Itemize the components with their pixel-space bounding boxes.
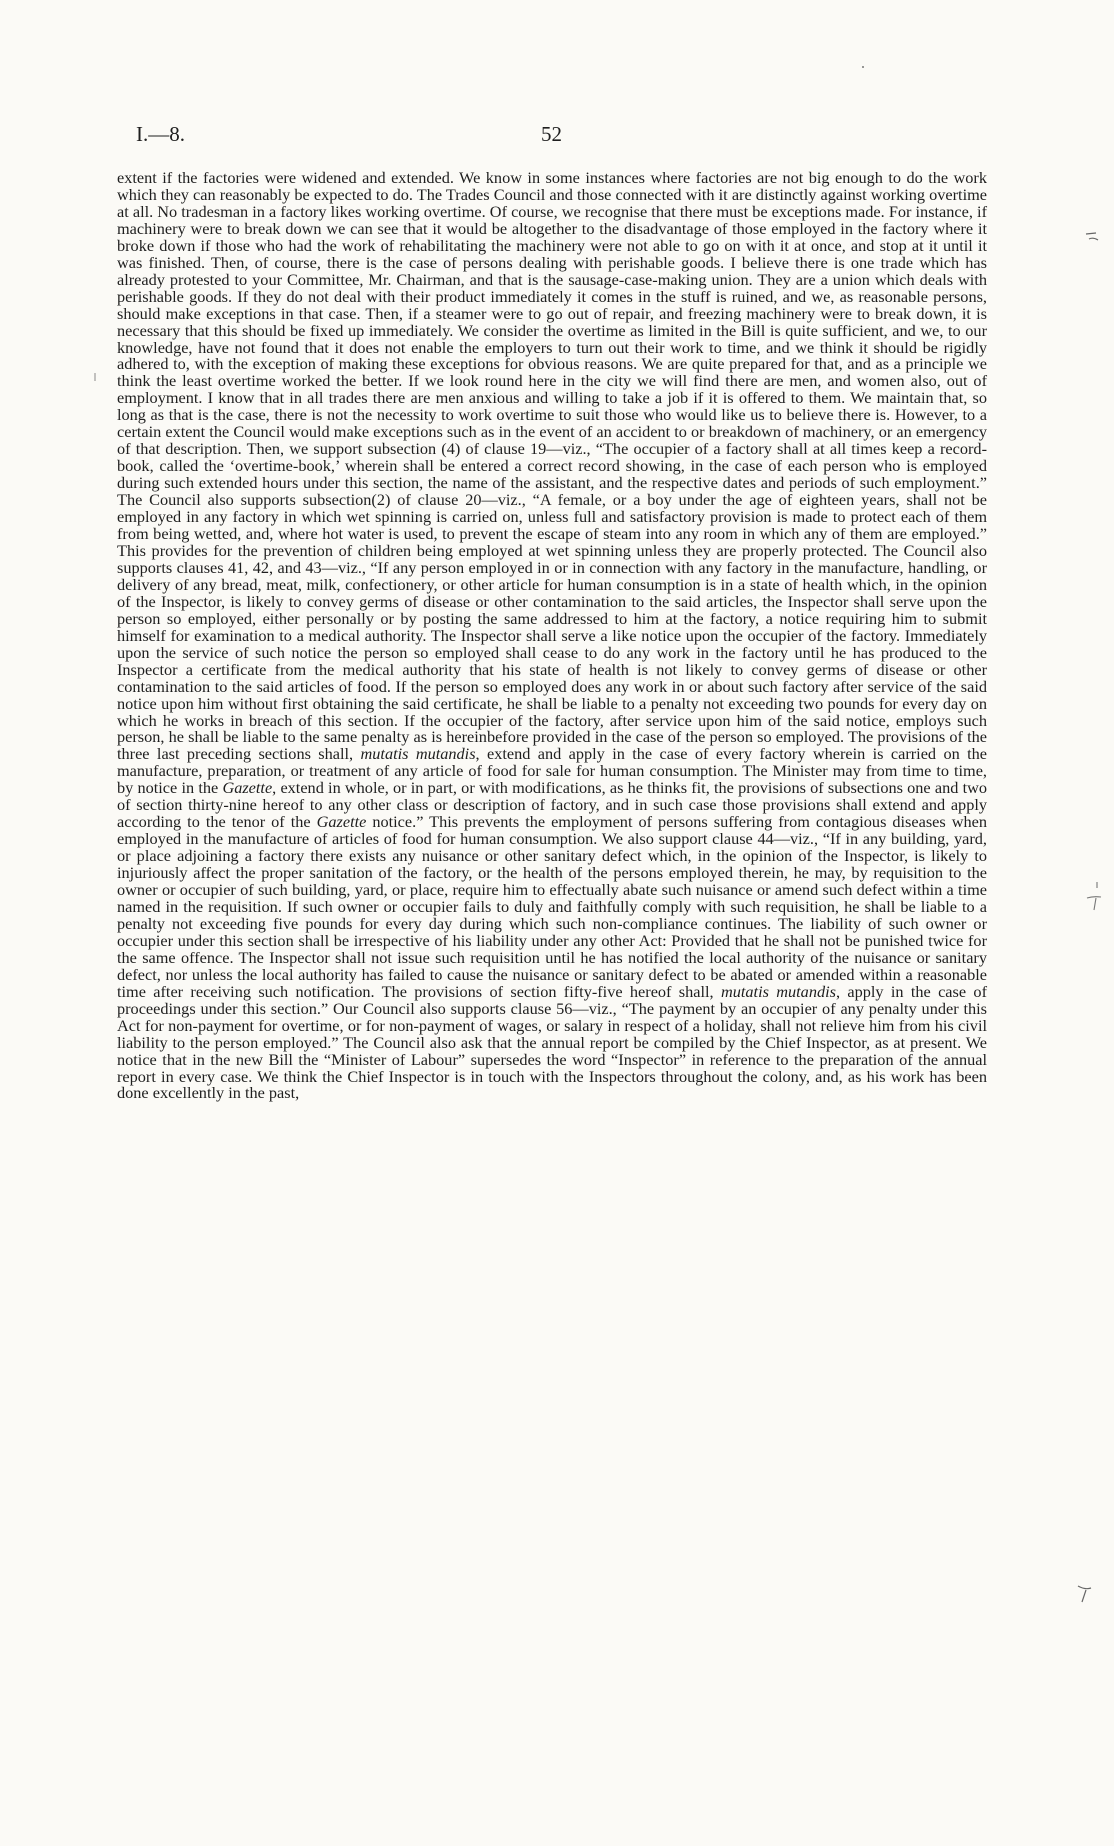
body-text xyxy=(117,170,987,1102)
page-header xyxy=(136,122,562,152)
paragraph xyxy=(117,170,987,1102)
text-segment: , extend in whole, or in part, or with modifications, as he thinks fit, the provisions of subsections one and two of section thirty-nine hereof to any other class or description of factory, and in such case those provisions shall extend and apply according to the tenor of the xyxy=(117,778,987,832)
margin-mark xyxy=(92,372,98,382)
text-segment: notice.” This prevents the employment of persons suffering from contagious diseases when employed in the manufacture of articles of food for human consumption. We also support clause 44—viz., “If in any building, yard, or place adjoining a factory there exists any nuisance or other sanitary defect which, in the opinion of the Inspector, is likely to injuriously affect the proper sanitation of the factory, or the health of the persons employed therein, he may, by requisition to the owner or occupier of such building, yard, or place, require him to effectually abate such nuisance or amend such defect within a time named in the requisition. If such owner or occupier fails to duly and faithfully comply with such requisition, he shall be liable to a penalty not exceeding five pounds for every day during which such non-compliance continues. The liability of such owner or occupier under this section shall be irrespective of his liability under any other Act: Provided that he shall not be punished twice for the same offence. The Inspector shall not issue such requisition until he has notified the local authority of the nuisance or sanitary defect, nor unless the local authority has failed to cause the nuisance or sanitary defect to be abated or amended within a reasonable time after receiving such notification. The provisions of section fifty-five hereof shall, xyxy=(117,812,988,1001)
page-number: 52 xyxy=(541,122,562,146)
italic-term: Gazette xyxy=(222,778,273,798)
margin-mark xyxy=(1085,880,1103,914)
document-reference: I.—8. xyxy=(136,122,185,146)
text-segment: , apply in the case of proceedings under this section.” Our Council also supports clause 56—viz., “The payment by an occupier of any penalty under this Act for non-payment for overtime, or for non-payment of wages, or salary in respect of a holiday, shall not relieve him from his civil liability to the person employed.” The Council also ask that the annual report be compiled by the Chief Inspector, as at present. We notice that in the new Bill the “Minister of Labour” supersedes the word “Inspector” in reference to the preparation of the annual report in every case. We think the Chief Inspector is in touch with the Inspectors throughout the colony, and, as his work has been done excellently in the past, xyxy=(117,981,987,1103)
margin-mark xyxy=(1076,1582,1094,1606)
italic-term: mutatis mutandis xyxy=(720,981,836,1001)
text-segment: extent if the factories were widened and extended. We know in some instances where factories are not big enough to do the work which they can reasonably be expected to do. The Trades Council and those connected with it are distinctly against working overtime at all. No tradesman in a factory likes working overtime. Of course, we recognise that there must be exceptions made. For instance, if machinery were to break down we can see that it would be altogether to the disadvantage of those employed in the factory where it broke down if those who had the work of rehabilitating the machinery were not able to go on with it at once, and stop at it until it was finished. Then, of course, there is the case of persons dealing with perishable goods. I believe there is one trade which has already protested to your Committee, Mr. Chairman, and that is the sausage-case-making union. They are a union which deals with perishable goods. If they do not deal with their product immediately it comes in the stuff is ruined, and we, as reasonable persons, should make exceptions in that case. Then, if a steamer were to go out of repair, and freezing machinery were to break down, it is necessary that this should be fixed up immediately. We consider the overtime as limited in the Bill is quite sufficient, and we, to our knowledge, have not found that it does not enable the employers to turn out their work to time, and we think it should be rigidly adhered to, with the exception of making these exceptions for obvious reasons. We are quite prepared for that, and as a principle we think the least overtime worked the better. If we look round here in the city we will find there are men, and women also, out of employment. I know that in all trades there are men anxious and willing to take a job if it is offered to them. We maintain that, so long as that is the case, there is not the necessity to work overtime to suit those who would like us to believe there is. However, to a certain extent the Council would make exceptions such as in the event of an accident to or breakdown of machinery, or an emergency of that description. Then, we support subsection (4) of clause 19—viz., “The occupier of a factory shall at all times keep a record-book, called the ‘overtime-book,’ wherein shall be entered a correct record showing, in the case of each person who is employed during such extended hours under this section, the name of the assistant, and the respective dates and periods of such employment.” The Council also supports subsection(2) of clause 20—viz., “A female, or a boy under the age of eighteen years, shall not be employed in any factory in which wet spinning is carried on, unless full and satisfactory provision is made to protect each of them from being wetted, and, where hot water is used, to prevent the escape of steam into any room in which any of them are employed.” This provides for the prevention of children being employed at wet spinning unless they are properly protected. The Council also supports clauses 41, 42, and 43—viz., “If any person employed in or in connection with any factory in the manufacture, handling, or delivery of any bread, meat, milk, confectionery, or other article for human consumption is in a state of health which, in the opinion of the Inspector, is likely to convey germs of disease or other contamination to the said articles, the Inspector shall serve upon the person so employed, either personally or by posting the same addressed to him at the factory, a notice requiring him to submit himself for examination to a medical authority. The Inspector shall serve a like notice upon the occupier of the factory. Immediately upon the service of such notice the person so employed shall cease to do any work in the factory until he has produced to the Inspector a certificate from the medical authority that his state of health is not likely to convey germs of disease or other contamination to the said articles of food. If the person so employed does any work in or about such factory after service of the said notice upon him without first obtaining the said certificate, he shall be liable to a penalty not exceeding two pounds for every day on which he works in breach of this section. If the occupier of the factory, after service upon him of the said notice, employs such person, he shall be liable to the same penalty as is hereinbefore provided in the case of the person so employed. The provisions of the three last preceding sections shall, xyxy=(117,168,987,764)
italic-term: Gazette xyxy=(316,812,367,832)
text-segment: , extend and apply in the case of every factory wherein is carried on the manufacture, preparation, or treatment of any article of food for sale for human consumption. The Minister may from time to time, by notice in the xyxy=(117,744,987,798)
margin-mark xyxy=(860,64,866,70)
margin-mark xyxy=(1084,230,1100,244)
italic-term: mutatis mutandis xyxy=(360,744,476,764)
